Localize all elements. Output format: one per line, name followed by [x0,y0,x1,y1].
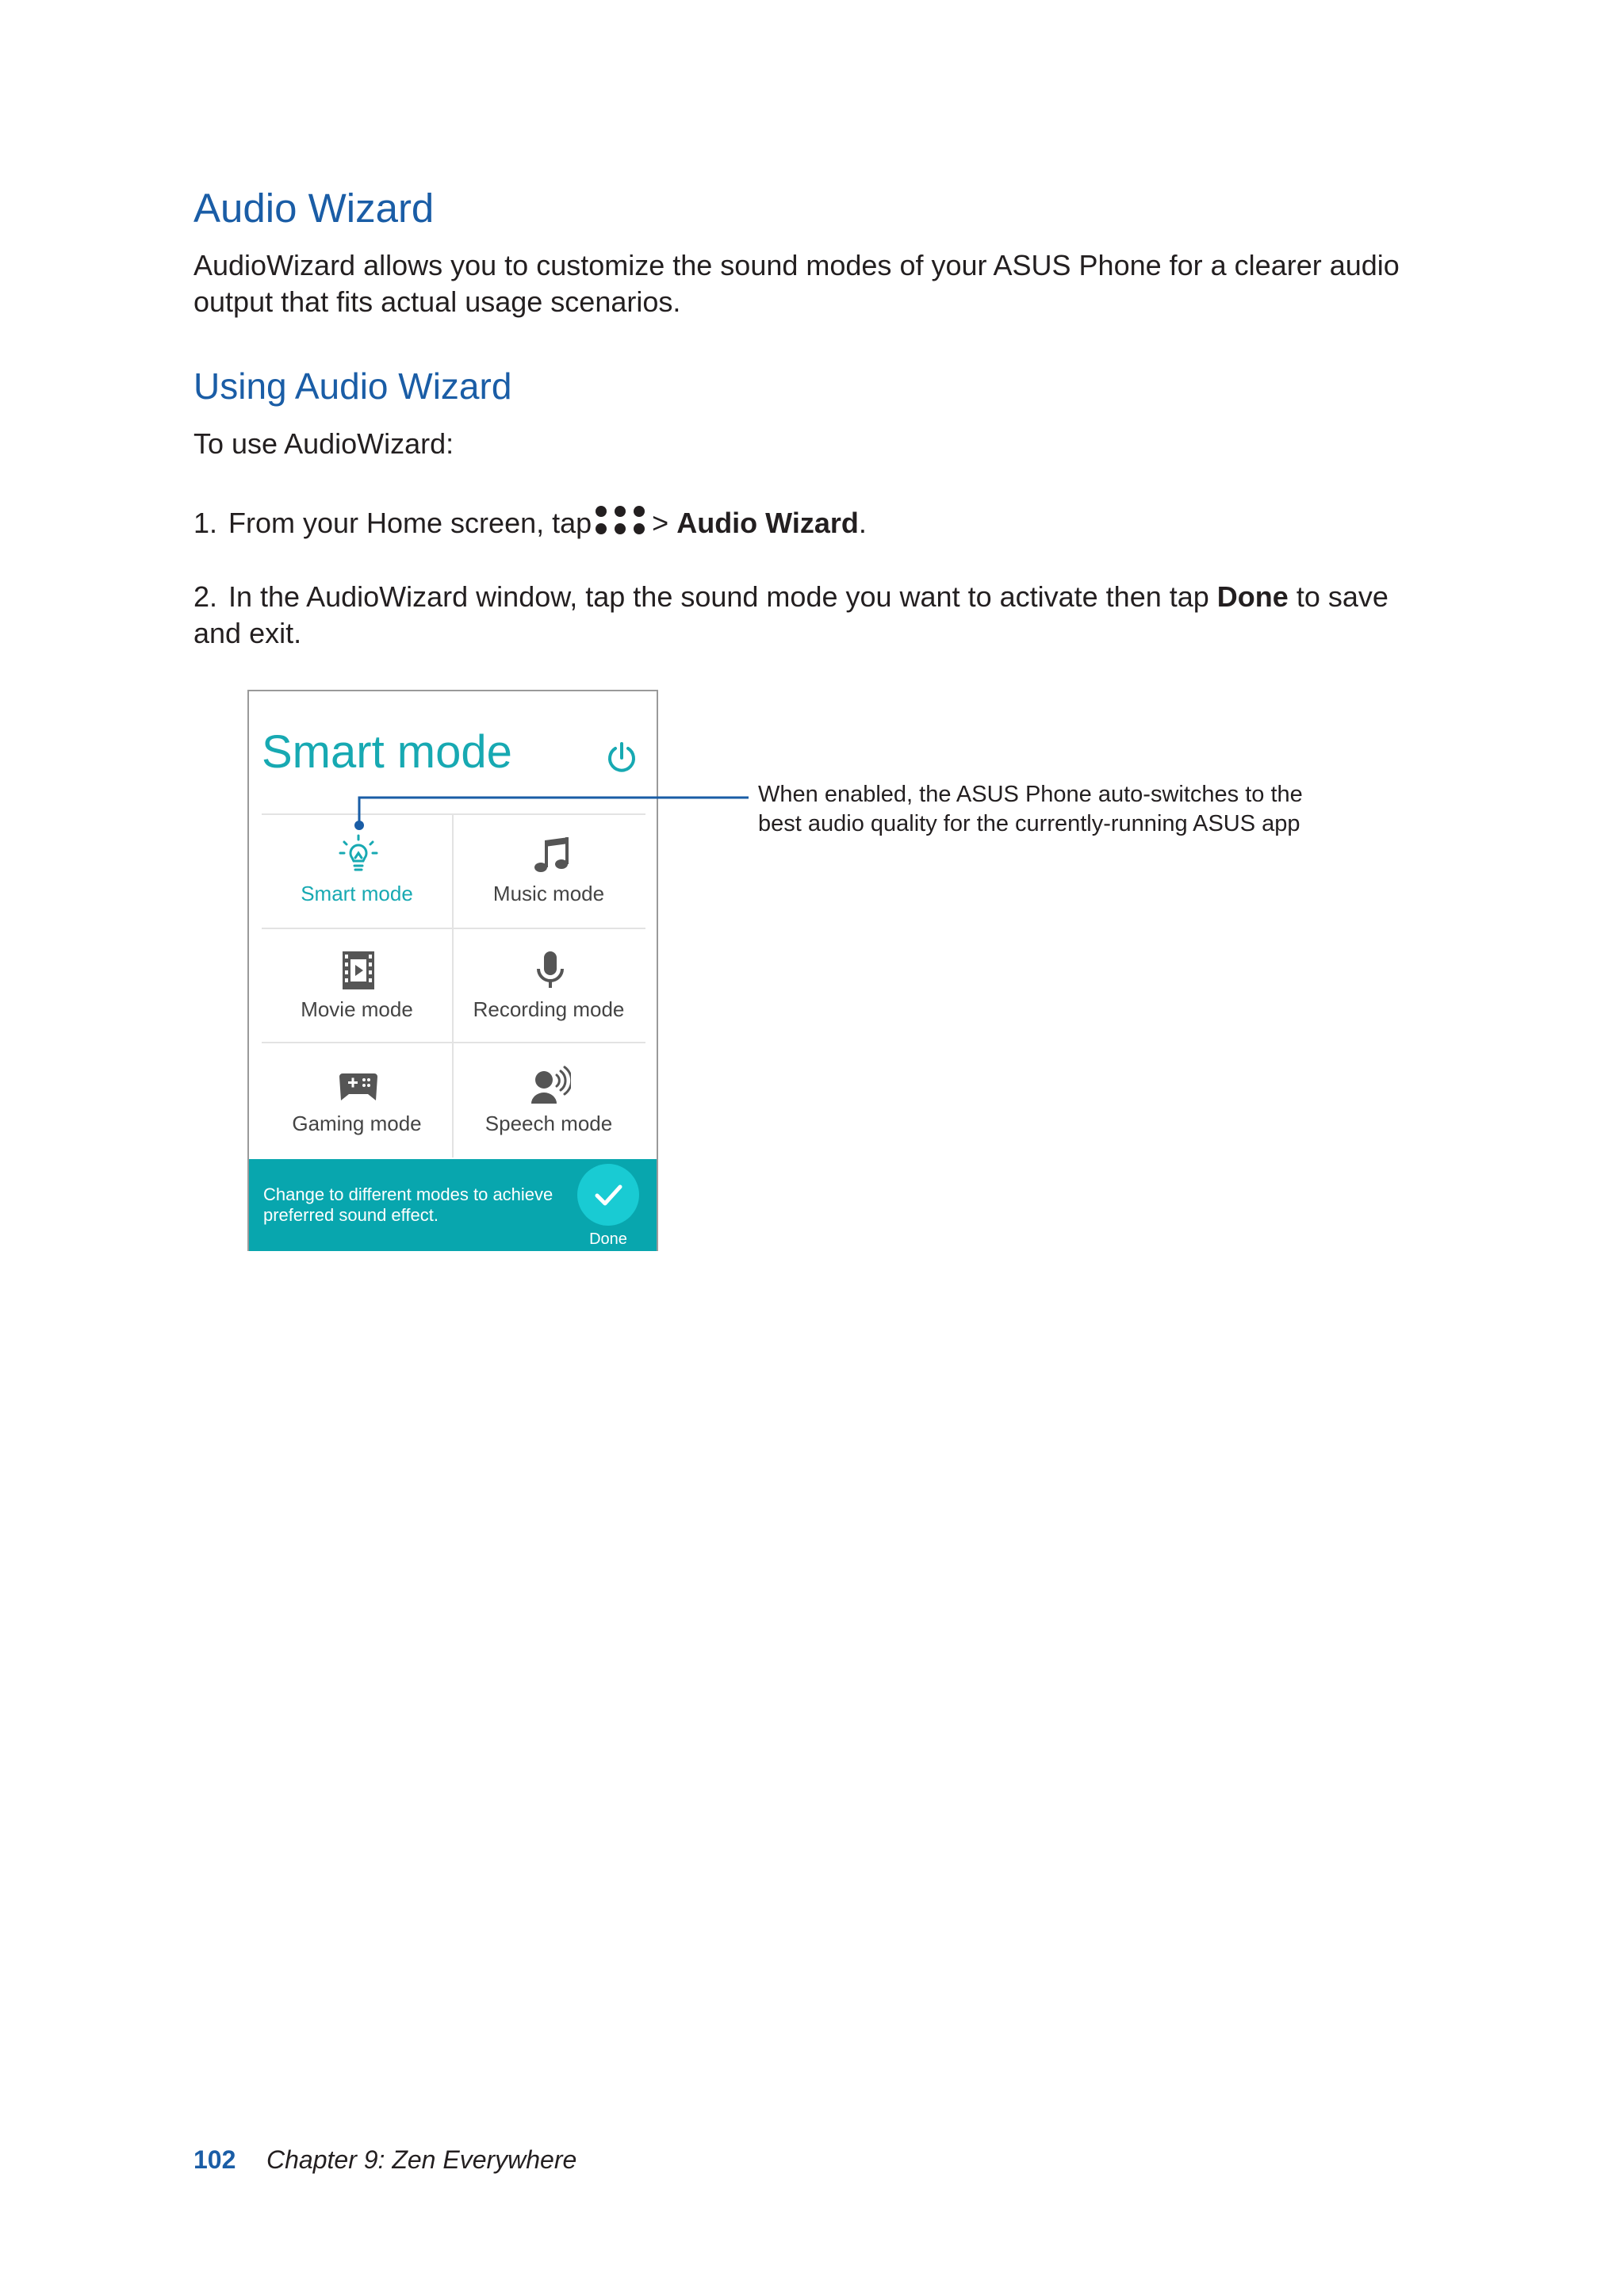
microphone-icon [530,950,571,991]
step-1-bold: Audio Wizard [676,507,859,539]
mode-grid [262,813,645,1158]
step-2-pre: In the AudioWizard window, tap the sound mode you want to activate then tap [228,580,1209,613]
done-label: Done [589,1230,627,1248]
step-1 [193,504,867,541]
mode-label: Recording mode [473,997,625,1021]
section-heading: Audio Wizard [193,186,435,231]
step-2 [193,579,1431,652]
gamepad-icon [338,1064,379,1105]
intro-paragraph: AudioWizard allows you to customize the sound modes of your ASUS Phone for a clearer audio output that fits actual usage scenarios. [193,249,1400,318]
mode-smart[interactable] [262,813,452,928]
audio-wizard-screenshot [247,690,658,1251]
mode-music[interactable] [454,813,644,928]
step-2-bold: Done [1216,580,1289,613]
music-note-icon [530,834,571,875]
mode-gaming[interactable] [262,1043,452,1158]
mode-speech[interactable] [454,1043,644,1158]
film-icon [338,950,379,991]
checkmark-icon [577,1164,639,1226]
footer-hint: Change to different modes to achieve preferred sound effect. [263,1184,553,1225]
speech-icon [530,1064,571,1105]
phone-footer [249,1159,657,1251]
step-1-post: . [858,507,867,539]
mode-recording[interactable] [454,929,644,1043]
step-2-number: 2. [193,580,218,613]
mode-label: Movie mode [301,997,413,1021]
power-icon[interactable] [604,740,639,775]
mode-label: Speech mode [485,1112,613,1135]
step-1-pre: From your Home screen, tap [228,507,592,539]
lightbulb-icon [338,834,379,875]
subsection-heading: Using Audio Wizard [193,365,512,407]
step-1-number: 1. [193,507,218,539]
step-1-separator: > [652,507,669,539]
step-2-post: to save and exit. [193,580,1388,649]
all-apps-icon [593,504,647,536]
phone-title: Smart mode [262,726,512,778]
mode-movie[interactable] [262,929,452,1043]
mode-label: Gaming mode [292,1112,422,1135]
chapter-footer: Chapter 9: Zen Everywhere [266,2145,577,2174]
mode-label: Music mode [492,882,605,905]
mode-label: Smart mode [301,882,413,905]
done-button[interactable] [577,1164,639,1226]
to-use-text: To use AudioWizard: [193,427,454,460]
page-number: 102 [193,2145,236,2174]
callout-text: When enabled, the ASUS Phone auto-switches to the best audio quality for the currently-running ASUS app [758,782,1303,836]
